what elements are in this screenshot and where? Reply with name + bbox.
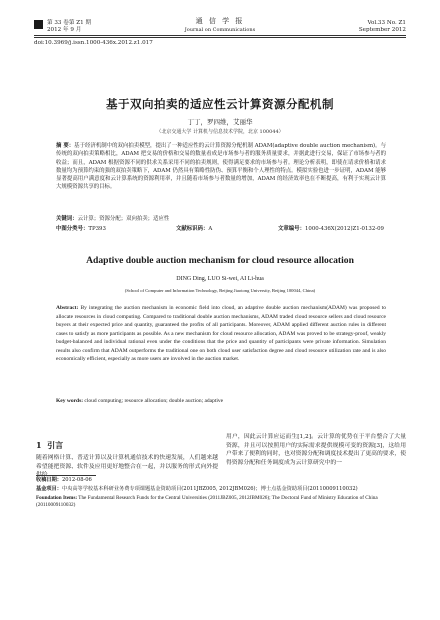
doc-code [176,224,212,232]
fund-en-label: Foundation Items: [36,495,78,501]
affiliation-en: (School of Computer and Information Technology, Beijing Jiaotong University, Beijing 100044, China) [124,288,316,293]
fund-cn [36,486,406,493]
paper-title-en: Adaptive double auction mechanism for cloud resource allocation [86,255,354,266]
authors-en: DING Ding, LUO Si-wei, AI Li-hua [176,276,264,282]
volume-number-en: Vol.33 No. Z1 [367,20,406,26]
body-left-column: 随着网格计算、普适计算以及计算机通信技术的快速发展，人们越来越希望能把资源、软件及应用更好地整合在一起，并以服务的形式向外提供给 [36,455,218,479]
header-rule-thin [34,37,406,38]
fund-cn-label: 基金项目： [36,486,62,492]
fund-en-text: The Fundamental Research Funds for the Central Universities (2011JBZ005, 2012JBM026); The Doctoral Fund of Ministry Education of China (20110009110032) [36,495,378,509]
abstract-en [56,304,386,364]
received-value: 2012-08-06 [61,477,92,483]
article-label: 文章编号： [278,226,305,232]
journal-badge-icon [34,20,43,29]
section-title: 引言 [47,440,64,450]
abstract-cn-text: 基于经济机制中的双向拍卖模型，提出了一种适应性的云计算资源分配机制 ADAM(adaptive double auction mechanism)。与传统的双向拍卖策略相比，ADAM 把交易的价格和交易的数量看成是市场参与者的服务质量要求，并据此进行交易，保证了市场参与者的收益；而且，ADAM 根据资源不同的供求关系采用不同的拍卖规则，使得满足要求的市场参与者。理论分析表明，即使在请求价格和请求数量均为预算约束的强的双拍卖策略下，ADAM 仍然具有策略性防伪、预算平衡和个人理性的特点。模拟实验也进一步证明，ADAM 能够显著提高用户满意度和云计算系统的资源利用率，并且随着市场参与者数量的增加，ADAM 的经济效率也在不断提高，有利于实现云计算大规模资源共享的目标。 [56,143,386,191]
keywords-cn-label: 关键词： [56,216,78,222]
doi: doi:10.3969/j.issn.1000-436x.2012.z1.017 [34,40,153,46]
issue-date-en: September 2012 [358,27,406,33]
abstract-cn [56,142,386,192]
keywords-cn-text: 云计算；资源分配；双向拍卖；适应性 [77,216,170,222]
journal-name-en: Journal on Communications [184,27,256,33]
abstract-cn-label: 摘 要： [56,143,75,149]
journal-name-cn: 通 信 学 报 [195,17,245,25]
paper-title-cn: 基于双向拍卖的适应性云计算资源分配机制 [106,97,334,111]
article-value: 1000-436X(2012)Z1-0132-09 [304,226,384,232]
fund-en [36,495,406,509]
article-number [278,224,384,232]
keywords-en-label: Key words: [56,398,84,404]
clc-value: TP393 [88,226,106,232]
clc-label: 中图分类号： [56,226,89,232]
abstract-en-label: Abstract: [56,305,79,311]
section-heading [36,440,63,451]
section-number: 1 [36,440,42,450]
keywords-en [56,398,386,404]
header-rule [34,35,406,36]
fund-cn-text: 中央高等学校基本科研业务费专项课题基金资助项目(2011JBZ005, 2012JBM026)；博士点基金资助项目(20110009110032) [61,486,358,492]
affiliation-cn: （北京交通大学 计算机与信息技术学院，北京 100044） [156,129,284,135]
received-date [36,477,406,484]
doc-label: 文献标识码： [176,226,209,232]
abstract-en-text: By integrating the auction mechanism in economic field into cloud, an adaptive double auction mechanism(ADAM) was proposed to allocate resources in cloud computing. Compared to traditional double auction mechanisms, ADAM traded cloud resource sellers and cloud resource buyers at their expected price and quantity, guaranteed the profits of all participants. Moreover, ADAM applied different auction rules in different cases to satisfy as more participants as possible. As a new mechanism for cloud resource allocation, ADAM was proved to be strategy-proof, weakly budget-balanced and individual rational even under the conditions that the price and quantity of participants were private information. Simulation results also confirm that ADAM outperforms the traditional one on both cloud user satisfaction degree and cloud resource utilization rate and is also economically efficient, especially as more users are involved in the auction market. [56,305,387,362]
received-label: 收稿日期： [36,477,62,483]
issue-date: 2012 年 9 月 [47,27,82,33]
clc-number [56,224,106,232]
footnote-rule [36,475,96,476]
issue-volume: 第 33 卷第 Z1 期 [47,20,92,26]
keywords-cn [56,214,386,222]
doc-value: A [208,226,213,232]
authors-cn: 丁丁，罗四维，艾丽华 [187,118,253,126]
keywords-en-text: cloud computing; resource allocation; double auction; adaptive [84,398,224,404]
body-right-column: 用户，因此云计算应运而生[1,2]。云计算的优势在于平台整合了大量资源，并且可以按照用户的实际需求提供规模可变的资源[3]，这给用户带来了便利的同时，也对资源分配和调度技术提出了更高的要求，使得资源分配和任务调度成为云计算研究中的一 [226,434,406,466]
